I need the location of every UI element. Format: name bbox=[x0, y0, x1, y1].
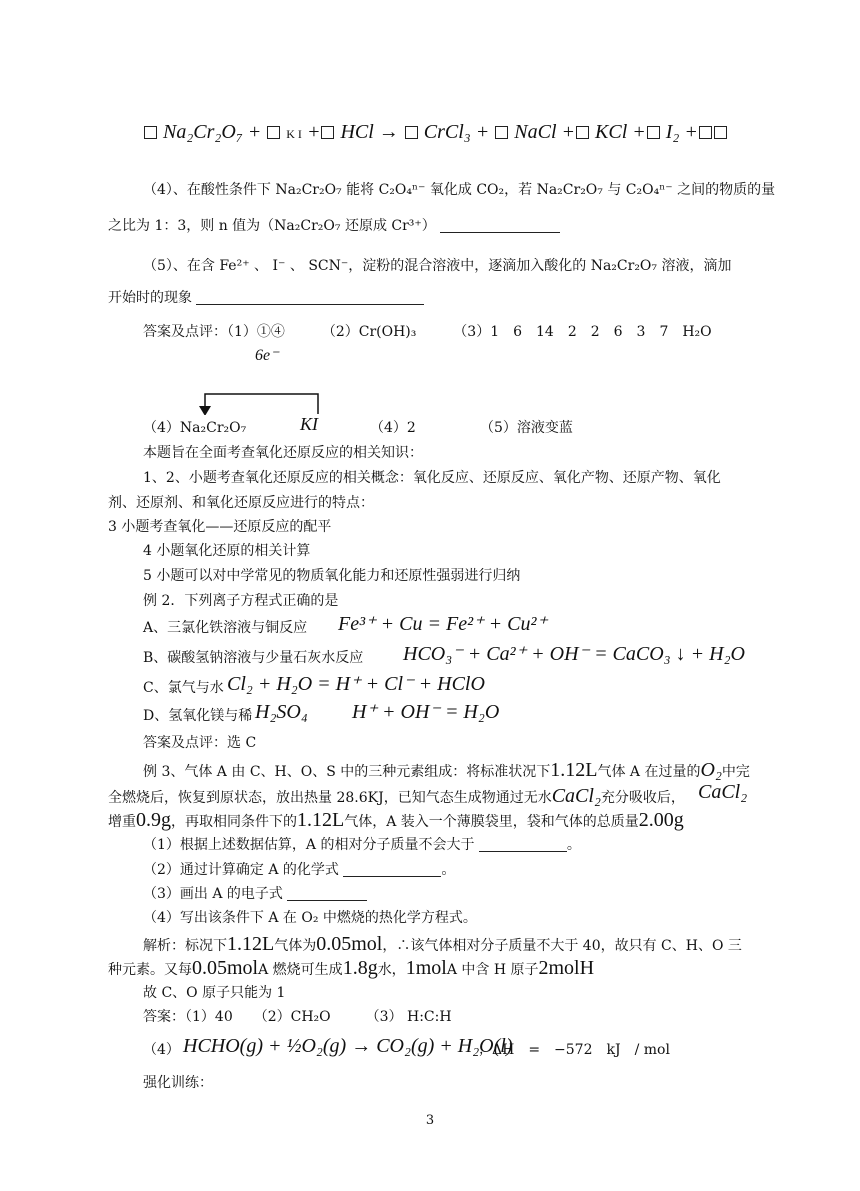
eq-na2cr2o7: Na₂Cr₂O₇ bbox=[163, 121, 243, 143]
training-heading: 强化训练： bbox=[143, 1075, 213, 1091]
example-2-answer: 答案及点评：选 C bbox=[143, 735, 257, 751]
answer-line-1: 答案及点评：（1）①④ （2）Cr(OH)₃ （3）1 6 14 2 2 6 3 7 H₂O bbox=[143, 324, 712, 340]
question-5-line-2: 开始时的现象 bbox=[108, 288, 424, 308]
thermo-equation: HCHO(g) + ½O₂(g) → CO₂(g) + H₂O(l) bbox=[183, 1035, 513, 1057]
example-3-q4: （4）写出该条件下 A 在 O₂ 中燃烧的热化学方程式。 bbox=[143, 910, 477, 926]
summary-line: 剂、还原剂、和氧化还原反应进行的特点： bbox=[108, 495, 374, 511]
blank-box bbox=[699, 126, 712, 139]
example-3-q1: （1）根据上述数据估算，A 的相对分子质量不会大于 。 bbox=[143, 837, 581, 853]
summary-line: 本题旨在全面考查氧化还原反应的相关知识： bbox=[143, 445, 423, 461]
analysis-answer: 答案：（1）40 （2）CH₂O （3） H:C:H bbox=[143, 1009, 452, 1025]
example-3-line-2: 全燃烧后，恢复到原状态，放出热量 28.6KJ，已知气态生成物通过无水CaCl₂充分吸收后， bbox=[108, 785, 685, 807]
blank-box bbox=[405, 126, 418, 139]
summary-line: 5 小题可以对中学常见的物质氧化能力和还原性强弱进行归纳 bbox=[143, 568, 521, 584]
analysis-line-3: 故 C、O 原子只能为 1 bbox=[143, 985, 286, 1001]
example-2-title: 例 2．下列离子方程式正确的是 bbox=[143, 593, 339, 609]
question-4-line-2: 之比为 1：3，则 n 值为（Na₂Cr₂O₇ 还原成 Cr³⁺） bbox=[108, 216, 560, 236]
blank-box bbox=[647, 126, 660, 139]
example-3-q3: （3）画出 A 的电子式 bbox=[143, 884, 367, 904]
blank-box bbox=[714, 126, 727, 139]
blank-box bbox=[144, 126, 157, 139]
answer-4b: （4）2 bbox=[370, 420, 416, 436]
option-d-equation: H⁺ + OH⁻ = H₂O bbox=[352, 701, 500, 723]
example-3-line-3: 增重0.9g，再取相同条件下的1.12L气体，A 装入一个薄膜袋里，袋和气体的总质量2.00g bbox=[108, 809, 684, 831]
analysis-line-2: 种元素。又每0.05molA 燃烧可生成1.8g水，1molA 中含 H 原子2molH bbox=[108, 957, 595, 979]
blank-box bbox=[267, 126, 280, 139]
electron-transfer-arrow bbox=[195, 370, 325, 415]
option-a-equation: Fe³⁺ + Cu = Fe²⁺ + Cu²⁺ bbox=[338, 613, 548, 635]
electron-transfer-label: 6e⁻ bbox=[255, 347, 279, 364]
answer-blank[interactable] bbox=[196, 290, 424, 305]
blank-box bbox=[495, 126, 508, 139]
option-c-equation: Cl₂ + H₂O = H⁺ + Cl⁻ + HClO bbox=[227, 673, 485, 695]
page-number: 3 bbox=[425, 1113, 435, 1128]
question-5-line-1: （5）、在含 Fe²⁺ 、 I⁻ 、 SCN⁻，淀粉的混合溶液中，逐滴加入酸化的 Na₂Cr₂O₇ 溶液，滴加 bbox=[143, 258, 732, 274]
summary-line: 1、2、小题考查氧化还原反应的相关概念：氧化反应、还原反应、氧化产物、还原产物、氧化 bbox=[143, 470, 721, 486]
blank-box bbox=[321, 126, 334, 139]
answer-blank[interactable] bbox=[287, 886, 367, 901]
answer-blank[interactable] bbox=[479, 837, 567, 852]
option-b-label: B、碳酸氢钠溶液与少量石灰水反应 bbox=[143, 650, 364, 666]
question-4-line-1: （4）、在酸性条件下 Na₂Cr₂O₇ 能将 C₂O₄ⁿ⁻ 氧化成 CO₂，若 Na₂Cr₂O₇ 与 C₂O₄ⁿ⁻ 之间的物质的量 bbox=[143, 182, 776, 198]
option-a-label: A、三氯化铁溶液与铜反应 bbox=[143, 620, 308, 636]
answer-blank[interactable] bbox=[343, 862, 441, 877]
analysis-line-1: 解析：标况下1.12L气体为0.05mol，∴该气体相对分子质量不大于 40，故只有 C、H、O 三 bbox=[143, 933, 742, 955]
cacl2-label: CaCl₂ bbox=[698, 781, 748, 803]
answer-blank[interactable] bbox=[440, 218, 560, 233]
example-3-line-1: 例 3、气体 A 由 C、H、O、S 中的三种元素组成：将标准状况下1.12L气体 A 在过量的O₂中完 bbox=[143, 759, 750, 781]
thermo-label: （4） bbox=[143, 1042, 180, 1058]
answer-line-2: （4）Na₂Cr₂O₇ bbox=[143, 420, 247, 436]
option-b-equation: HCO₃⁻ + Ca²⁺ + OH⁻ = CaCO₃ ↓ + H₂O bbox=[403, 643, 745, 665]
summary-line: 3 小题考查氧化——还原反应的配平 bbox=[108, 519, 332, 535]
answer-5: （5）溶液变蓝 bbox=[480, 420, 573, 436]
ki-label: KI bbox=[300, 414, 318, 434]
summary-line: 4 小题氧化还原的相关计算 bbox=[143, 543, 311, 559]
example-3-q2: （2）通过计算确定 A 的化学式 。 bbox=[143, 862, 456, 878]
option-d-acid: H₂SO₄ bbox=[255, 701, 308, 723]
blank-box bbox=[576, 126, 589, 139]
option-c-label: C、氯气与水 bbox=[143, 680, 224, 696]
option-d-label: D、氢氧化镁与稀 bbox=[143, 708, 253, 724]
enthalpy-change: ；ΔH = −572 kJ / mol bbox=[478, 1042, 670, 1058]
balancing-equation: Na₂Cr₂O₇ + K I + HCl → CrCl₃ + NaCl + KCl + I₂ + bbox=[143, 122, 728, 144]
